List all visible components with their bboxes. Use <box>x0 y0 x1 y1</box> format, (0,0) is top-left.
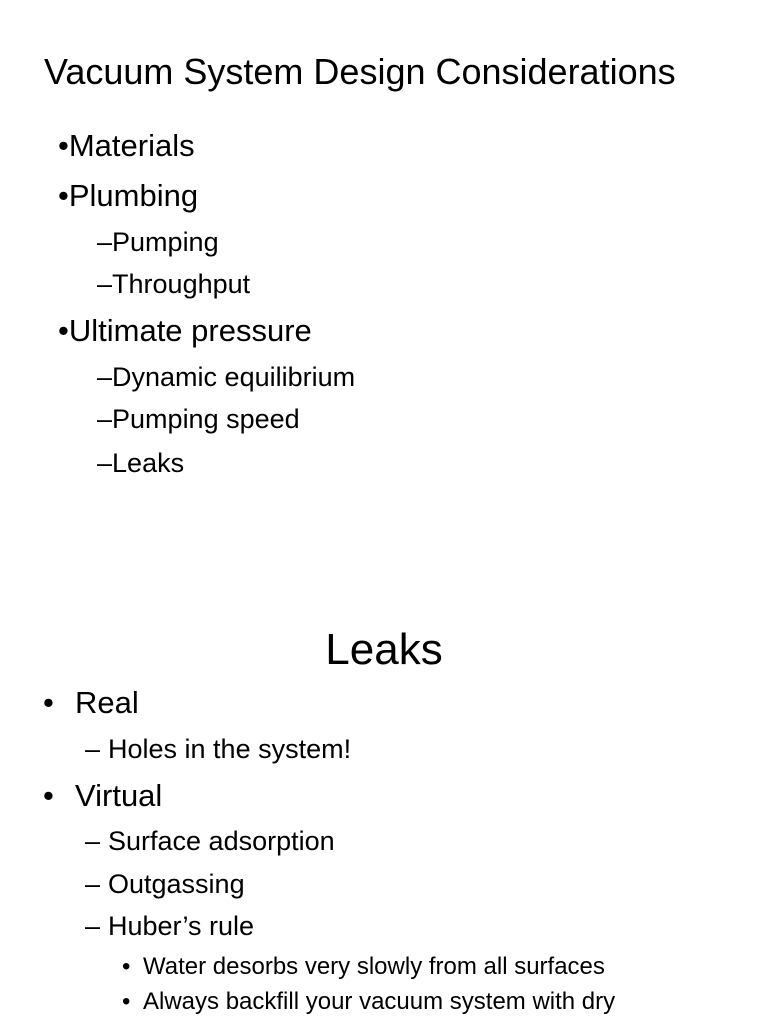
bullet-item <box>58 312 312 350</box>
sub-sub-bullet-item <box>122 987 615 1017</box>
slide-1-title: Vacuum System Design Considerations <box>44 51 676 92</box>
bullet-item <box>58 177 198 215</box>
bullet-text: Plumbing <box>68 178 199 213</box>
sub-bullet-item <box>85 732 351 766</box>
dash-marker: – <box>85 826 101 856</box>
sub-bullet-text: Pumping <box>112 227 219 257</box>
sub-bullet-item <box>97 446 184 480</box>
sub-bullet-item <box>97 402 300 436</box>
bullet-marker: • <box>58 128 69 163</box>
sub-bullet-item <box>97 360 355 394</box>
sub-bullet-text: Dynamic equilibrium <box>112 362 356 392</box>
bullet-marker: • <box>43 778 54 813</box>
sub-bullet-text: Pumping speed <box>112 404 300 434</box>
bullet-text: Real <box>75 685 139 720</box>
sub-bullet-item <box>85 909 254 943</box>
bullet-marker: • <box>122 988 131 1015</box>
sub-bullet-text: Surface adsorption <box>108 826 335 856</box>
bullet-text: Virtual <box>75 778 163 813</box>
bullet-marker: • <box>122 953 131 980</box>
bullet-marker: • <box>58 313 69 348</box>
slide-2-title: Leaks <box>325 625 443 674</box>
sub-bullet-item <box>97 225 219 259</box>
sub-sub-bullet-text: Water desorbs very slowly from all surfaces <box>143 953 605 980</box>
dash-marker: – <box>97 448 113 478</box>
sub-sub-bullet-item <box>122 952 605 982</box>
bullet-marker: • <box>58 178 69 213</box>
dash-marker: – <box>85 869 101 899</box>
sub-sub-bullet-text: Always backfill your vacuum system with dry <box>143 988 616 1015</box>
bullet-item <box>43 777 162 815</box>
bullet-text: Materials <box>68 128 195 163</box>
sub-bullet-text: Leaks <box>112 448 185 478</box>
dash-marker: – <box>97 227 113 257</box>
bullet-item <box>58 127 195 165</box>
bullet-text: Ultimate pressure <box>68 313 312 348</box>
bullet-item <box>43 684 139 722</box>
sub-bullet-item <box>97 267 250 301</box>
dash-marker: – <box>97 269 113 299</box>
sub-bullet-item <box>85 824 335 858</box>
bullet-marker: • <box>43 685 54 720</box>
dash-marker: – <box>85 911 101 941</box>
sub-bullet-text: Huber’s rule <box>108 911 255 941</box>
dash-marker: – <box>97 362 113 392</box>
sub-bullet-text: Holes in the system! <box>108 734 352 764</box>
sub-bullet-text: Outgassing <box>108 869 245 899</box>
sub-bullet-item <box>85 867 245 901</box>
dash-marker: – <box>85 734 101 764</box>
dash-marker: – <box>97 404 113 434</box>
sub-bullet-text: Throughput <box>112 269 251 299</box>
